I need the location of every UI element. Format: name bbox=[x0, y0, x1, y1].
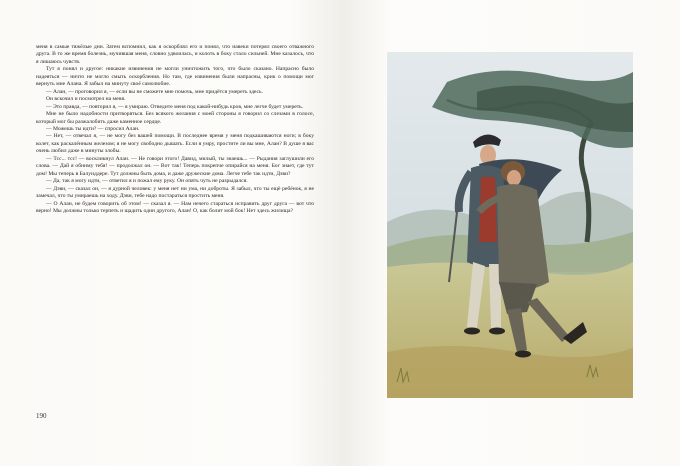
story-text bbox=[36, 44, 314, 215]
paragraph: — О Алан, не будем говорить об этом! — сказал я. — Нам нечего стараться исправить друг друга — вот что верно! Мы должны только терпеть и щадить один другого, Алан! О, как болит мой бок! Нет здесь жилища? bbox=[36, 200, 314, 214]
paragraph: меня в самые тяжёлые дни. Затем вспомнил, как я оскорблял его и понял, что навеки потерял своего отважного друга. В то же время болезнь, мучившая меня, словно удвоилась, и колоть в боку стало сильней. Мне казалось, что я лишаюсь чувств. bbox=[36, 44, 314, 65]
paragraph: — Можешь ты идти? — спросил Алан. bbox=[46, 125, 140, 132]
paragraph: — Алан, — проговорил я, — если вы не сможете мне помочь, мне придётся умереть здесь. bbox=[46, 88, 263, 95]
page-number: 190 bbox=[36, 412, 47, 420]
paragraph: Мне не было надобности притворяться. Без всякого желания с моей стороны я говорил со слезами в голосе, который мог бы разжалобить даже каменное сердце. bbox=[36, 111, 314, 125]
paragraph: — Да, так я могу идти, — ответил я и пожал ему руку. Он опять чуть не разрыдался. bbox=[46, 178, 248, 185]
paragraph: — Тсс... тсс! — воскликнул Алан. — Не говори этого! Давид, милый, ты знаешь... — Рыдания заглушили его слова. — Дай я обниму тебя! — продолжал он. — Вот так! Теперь покрепче опирайся на меня. Бог знает, где тут дом! Мы теперь в Балуиддере. Тут должны быть дома, и даже дружеские дома. Легче тебе так идти, Дэви? bbox=[36, 155, 314, 177]
paragraph: — Дэви, — сказал он, — я дурной человек: у меня нет ни ума, ни доброты. Я забыл, что ты ещё ребёнок, я не замечал, что ты умираешь на ходу. Дэви, тебе надо постараться простить меня. bbox=[36, 185, 314, 200]
paragraph: Тут я понял и другое: никакие извинения не могли уничтожить того, что было сказано. Напрасно было надеяться — ничто не могло смыть оскорбления. Но там, где извинения были напрасны, крик о помощи мог вернуть мне Алана. Я забыл на минуту своё самолюбие. bbox=[36, 66, 314, 88]
paragraph: Он вскочил и посмотрел на меня. bbox=[46, 96, 126, 103]
paragraph: — Нет, — отвечал я, — не могу без вашей помощи. В последнее время у меня подкашиваются ноги; в боку колет, как раскалённым железом; я не могу свободно дышать. Если я умру, простите ли вы мне, Алан? В душе я вас очень любил даже в минуты злобы. bbox=[36, 133, 314, 155]
paragraph: — Это правда, — повторил я, — я умираю. Отведите меня под какой-нибудь кров, мне легче будет умереть. bbox=[46, 103, 304, 110]
illustration-alan-supporting-david bbox=[387, 52, 633, 398]
